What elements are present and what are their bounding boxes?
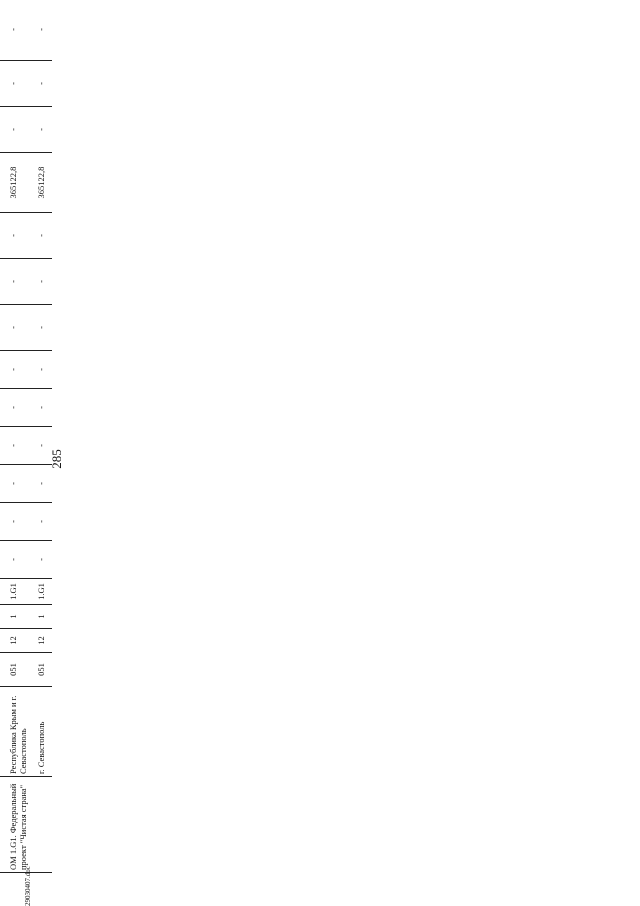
cell-value: - xyxy=(7,351,35,389)
row-name: ОМ 1.G1. Федеральный проект "Чистая страна" xyxy=(7,777,35,873)
page-number: 285 xyxy=(49,449,64,469)
table-row xyxy=(7,0,35,873)
cell-gp: 12 xyxy=(35,629,53,653)
cell-value: - xyxy=(35,465,53,503)
cell-value: - xyxy=(35,305,53,351)
cell-gp: 12 xyxy=(7,629,35,653)
cell-value: - xyxy=(7,389,35,427)
table-body xyxy=(0,0,52,873)
cell-pgp: 1 xyxy=(35,605,53,629)
cell-value: 365122,8 xyxy=(7,153,35,213)
cell-value xyxy=(0,153,7,213)
cell-value: - xyxy=(7,305,35,351)
cell-om: 1.G1 xyxy=(35,579,53,605)
cell-value: - xyxy=(35,427,53,465)
cell-value: - xyxy=(7,541,35,579)
cell-value: - xyxy=(35,259,53,305)
cell-value: - xyxy=(35,541,53,579)
cell-grbs: 051 xyxy=(7,653,35,687)
cell-value xyxy=(0,213,7,259)
cell-value: - xyxy=(35,61,53,107)
cell-value: - xyxy=(7,61,35,107)
cell-value: - xyxy=(7,465,35,503)
cell-value xyxy=(0,541,7,579)
cell-grbs: 051 xyxy=(35,653,53,687)
document-code: 29030407.doc xyxy=(24,866,32,906)
cell-value: - xyxy=(35,503,53,541)
budget-table-rotated xyxy=(0,28,247,873)
row-territory: г. Севастополь xyxy=(35,687,53,777)
cell-value: - xyxy=(35,389,53,427)
cell-om xyxy=(0,579,7,605)
table-row xyxy=(0,0,7,873)
table-row xyxy=(35,0,53,873)
cell-value: - xyxy=(7,0,35,61)
cell-value xyxy=(0,427,7,465)
cell-om: 1.G1 xyxy=(7,579,35,605)
cell-value: - xyxy=(35,213,53,259)
cell-value: - xyxy=(7,503,35,541)
cell-grbs xyxy=(0,653,7,687)
cell-value: - xyxy=(35,351,53,389)
cell-value: - xyxy=(7,213,35,259)
cell-value xyxy=(0,107,7,153)
cell-value xyxy=(0,259,7,305)
cell-gp xyxy=(0,629,7,653)
cell-value: 365122,8 xyxy=(35,153,53,213)
cell-pgp: 1 xyxy=(7,605,35,629)
cell-value xyxy=(0,61,7,107)
cell-value: - xyxy=(35,107,53,153)
cell-value xyxy=(0,351,7,389)
cell-value: - xyxy=(7,427,35,465)
row-name xyxy=(0,777,7,873)
cell-value: - xyxy=(7,107,35,153)
cell-value xyxy=(0,389,7,427)
cell-value xyxy=(0,465,7,503)
cell-value: - xyxy=(7,259,35,305)
cell-value xyxy=(0,503,7,541)
row-territory: Республика Крым и г. Севастополь xyxy=(7,687,35,777)
cell-pgp xyxy=(0,605,7,629)
cell-value xyxy=(0,0,7,61)
cell-value xyxy=(0,305,7,351)
row-territory xyxy=(0,687,7,777)
row-name xyxy=(35,777,53,873)
cell-value: - xyxy=(35,0,53,61)
budget-allocation-table xyxy=(0,0,52,873)
